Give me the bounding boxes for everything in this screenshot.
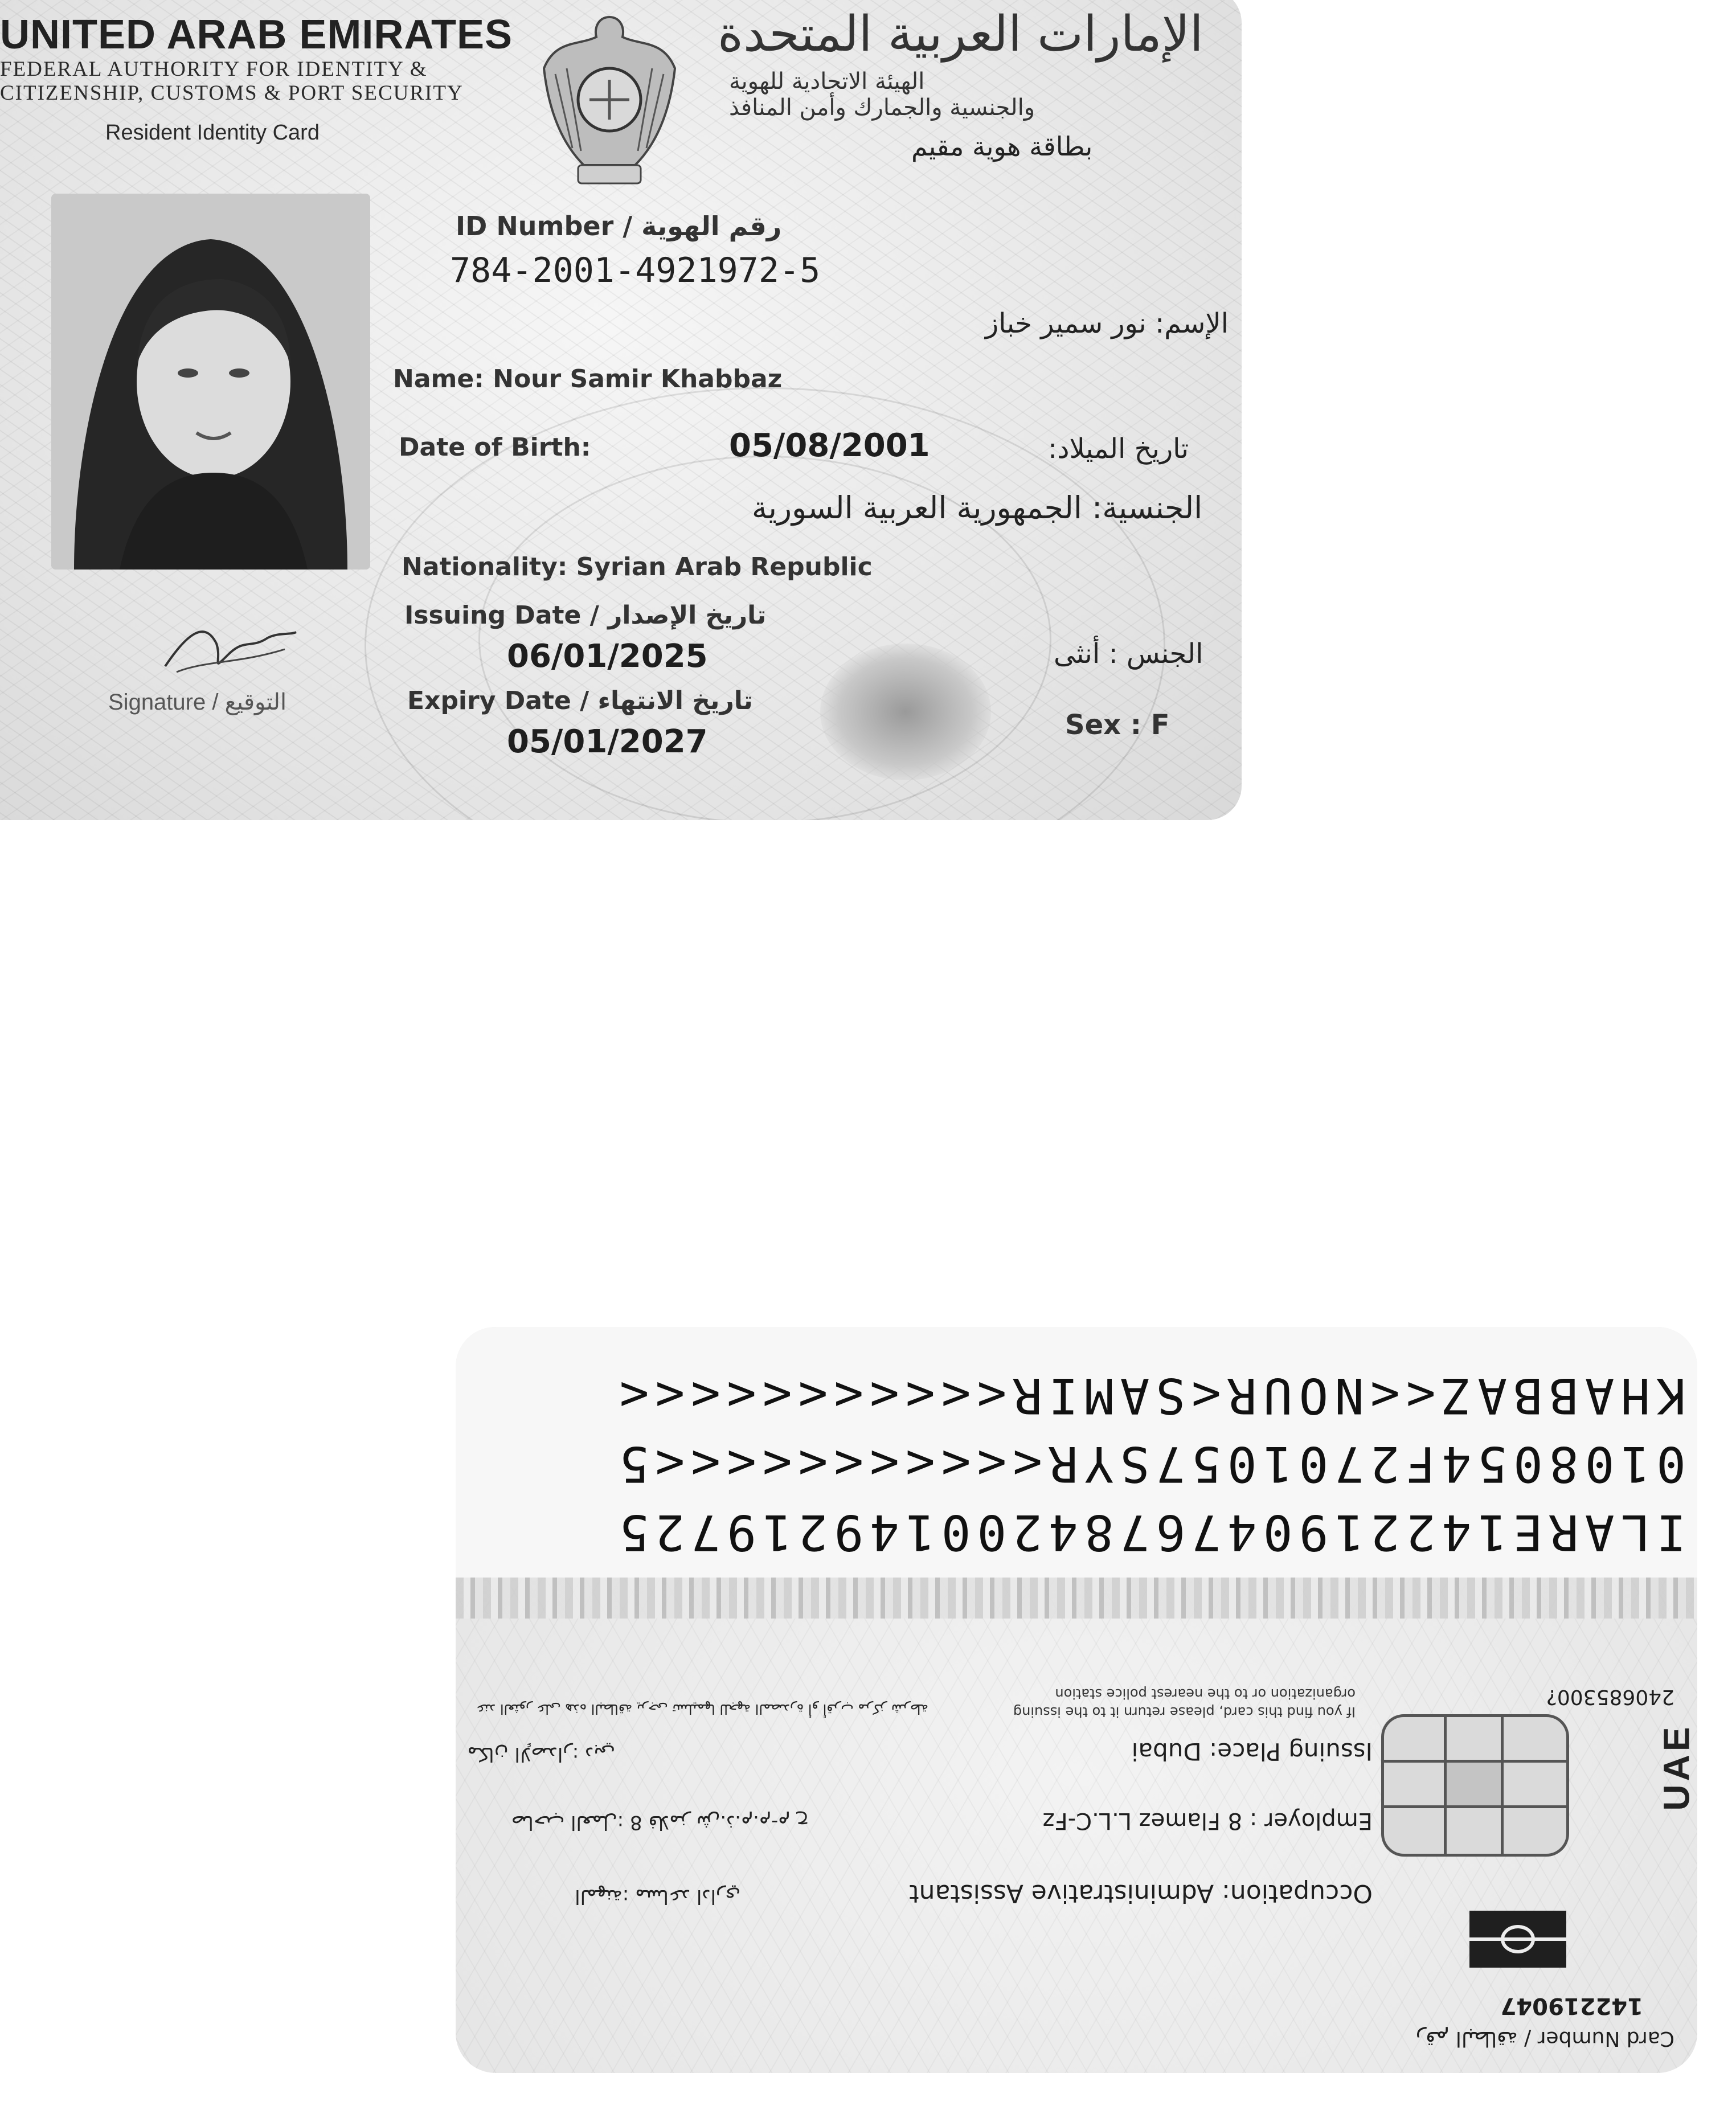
issuing-place-text: Issuing Place: Dubai bbox=[1131, 1738, 1373, 1765]
back-card-content bbox=[456, 1327, 1697, 2073]
nationality-ar: الجنسية: الجمهورية العربية السورية bbox=[752, 490, 1203, 526]
signature-label: Signature / التوقيع bbox=[108, 690, 287, 715]
return-notice-en-line2: organization or to the nearest police station bbox=[1055, 1686, 1356, 1702]
mrz-line-2: 0108054F2701057SYR<<<<<<<<<<<5 bbox=[613, 1435, 1686, 1492]
holder-name-ar: الإسم: نور سمير خباز bbox=[985, 308, 1229, 339]
card-number-label: Card Number / رقم البطاقة bbox=[1415, 2027, 1674, 2050]
sex-ar: الجنس : أنثى bbox=[1054, 638, 1203, 670]
nationality-en: Nationality: Syrian Arab Republic bbox=[402, 552, 873, 581]
issuing-date-label: Issuing Date / تاريخ الإصدار bbox=[404, 601, 767, 630]
authority-name-en-line1: FEDERAL AUTHORITY FOR IDENTITY & bbox=[0, 58, 428, 81]
occupation-ar: المهنة: مساعد اداري bbox=[575, 1885, 740, 1908]
id-number-label: ID Number / رقم الهوية bbox=[456, 211, 782, 241]
sex-en: Sex : F bbox=[1065, 709, 1170, 741]
person-portrait-icon bbox=[51, 194, 370, 570]
expiry-date-label: Expiry Date / تاريخ الانتهاء bbox=[407, 686, 753, 715]
holder-name-en: Name: Nour Samir Khabbaz bbox=[393, 364, 783, 394]
smart-chip-icon bbox=[1381, 1714, 1569, 1857]
id-number-value: 784-2001-4921972-5 bbox=[450, 251, 821, 290]
ghost-photo bbox=[820, 644, 991, 780]
country-name-ar: الإمارات العربية المتحدة bbox=[718, 6, 1203, 63]
issuing-date-value: 06/01/2025 bbox=[507, 638, 708, 675]
occupation-text: Occupation: Administrative Assistant bbox=[909, 1879, 1373, 1908]
date-of-birth-label-ar: تاريخ الميلاد: bbox=[1048, 433, 1189, 465]
mrz-line-3: KHABBAZ<<NOUR<SAMIR<<<<<<<<<<< bbox=[613, 1367, 1686, 1424]
authority-name-en-line2: CITIZENSHIP, CUSTOMS & PORT SECURITY bbox=[0, 81, 464, 105]
contactless-chip-icon bbox=[1469, 1911, 1566, 1968]
holder-photo bbox=[51, 194, 370, 570]
card-type-en: Resident Identity Card bbox=[105, 121, 320, 145]
id-card-back bbox=[456, 1327, 1697, 2073]
date-of-birth-value: 05/08/2001 bbox=[729, 427, 930, 464]
return-notice-ar: عند العثور على هذه البطاقة يرجى تسليمها للجهة المصدرة أو أقرب مركز شرطة bbox=[476, 1701, 928, 1717]
signature-scribble-icon bbox=[154, 609, 302, 683]
serial-number: 240685300? bbox=[1546, 1685, 1674, 1709]
employer-ar: صاحب العمل: 8 فلامز ش.ذ.م.م-م ح bbox=[511, 1811, 809, 1834]
expiry-date-value: 05/01/2027 bbox=[507, 723, 708, 760]
authority-name-ar-line1: الهيئة الاتحادية للهوية bbox=[729, 68, 925, 95]
card-number-value: 142219047 bbox=[1500, 1993, 1643, 2019]
country-name-en: UNITED ARAB EMIRATES bbox=[0, 12, 513, 58]
mrz-line-1: ILARE1422190476784200149219725 bbox=[613, 1503, 1686, 1560]
uae-falcon-emblem-icon bbox=[533, 6, 686, 194]
return-notice-en-line1: If you find this card, please return it to the issuing bbox=[1013, 1704, 1356, 1720]
id-card-front bbox=[0, 0, 1242, 820]
card-type-ar: بطاقة هوية مقيم bbox=[911, 131, 1093, 162]
date-of-birth-label: Date of Birth: bbox=[399, 433, 591, 462]
issuing-place-ar: مكان الإصدار: دبي bbox=[467, 1743, 615, 1765]
employer-text: Employer : 8 Flamez L.L.C-Fz bbox=[1042, 1808, 1373, 1834]
country-code: UAE bbox=[1656, 1723, 1697, 1811]
authority-name-ar-line2: والجنسية والجمارك وأمن المنافذ bbox=[729, 95, 1035, 121]
